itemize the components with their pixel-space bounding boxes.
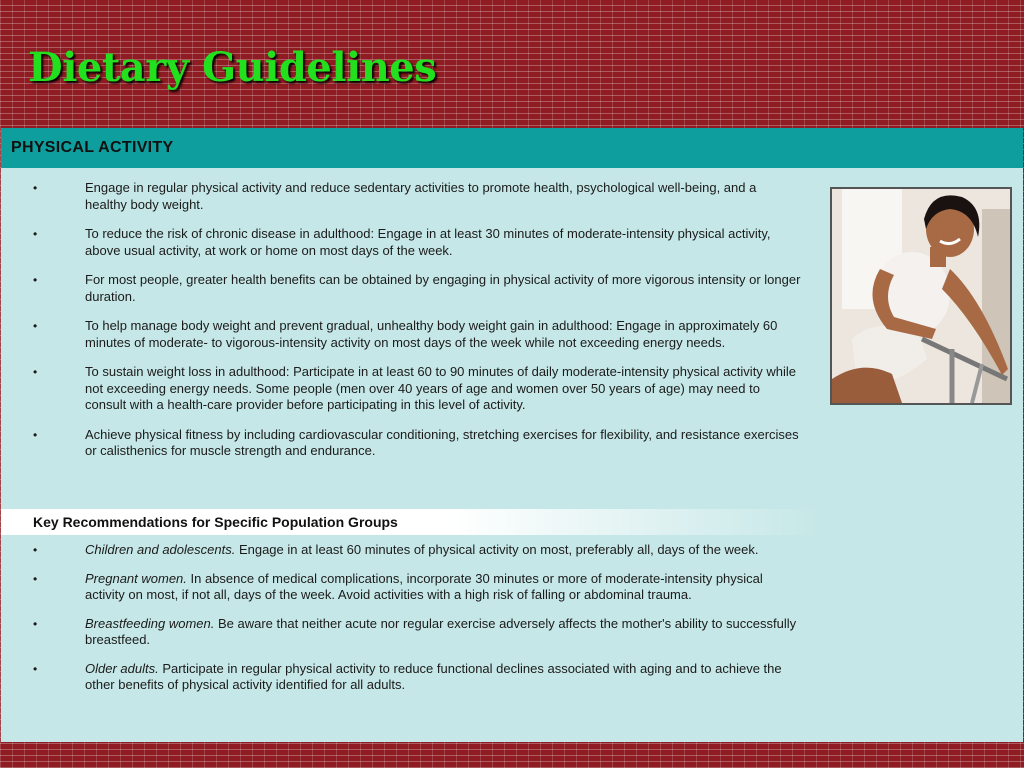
bullet-icon xyxy=(31,661,85,678)
bullet-icon xyxy=(31,180,85,197)
physical-activity-list xyxy=(31,180,801,473)
bullet-text xyxy=(85,616,801,649)
bullet-text: To reduce the risk of chronic disease in adulthood: Engage in at least 30 minutes of moderate-intensity physical activity, above usual activity, at work or home on most days of the week. xyxy=(85,226,771,258)
bullet-icon xyxy=(31,616,85,633)
population-groups-list xyxy=(31,542,801,706)
group-text: Engage in at least 60 minutes of physical activity on most, preferably all, days of the week. xyxy=(235,542,759,557)
bullet-icon xyxy=(31,226,85,243)
group-label: Pregnant women. xyxy=(85,570,187,586)
bullet-text: To help manage body weight and prevent gradual, unhealthy body weight gain in adulthood: Engage in approximately 60 minutes of moderate- to vigorous-intensity activity on most days of the week while not exceeding energy needs. xyxy=(85,318,778,350)
content-panel xyxy=(1,128,1023,742)
woman-exercising-photo xyxy=(830,187,1012,405)
group-text: In absence of medical complications, incorporate 30 minutes or more of moderate-intensity physical activity on most, if not all, days of the week. Avoid activities with a high risk of falling or abdominal trauma. xyxy=(85,570,763,602)
bullet-icon xyxy=(31,542,85,559)
bullet-text: Achieve physical fitness by including cardiovascular conditioning, stretching exercises for flexibility, and resistance exercises or calisthenics for muscle strength and endurance. xyxy=(85,426,799,458)
group-text: Be aware that neither acute nor regular exercise adversely affects the mother's ability to successfully breastfeed. xyxy=(85,615,797,647)
group-label: Breastfeeding women. xyxy=(85,615,215,631)
list-item xyxy=(31,180,801,213)
section-header: PHYSICAL ACTIVITY xyxy=(1,128,1023,168)
list-item xyxy=(31,364,801,414)
subsection-header: Key Recommendations for Specific Population Groups xyxy=(1,509,821,535)
list-item xyxy=(31,318,801,351)
slide-title: Dietary Guidelines xyxy=(28,44,437,91)
bullet-icon xyxy=(31,364,85,381)
bullet-text xyxy=(85,661,801,694)
bullet-icon xyxy=(31,272,85,289)
bullet-text xyxy=(85,542,801,559)
list-item xyxy=(31,427,801,460)
list-item xyxy=(31,616,801,649)
group-label: Older adults. xyxy=(85,660,159,676)
list-item xyxy=(31,571,801,604)
bullet-text: For most people, greater health benefits can be obtained by engaging in physical activity of more vigorous intensity or longer duration. xyxy=(85,272,801,304)
bullet-icon xyxy=(31,571,85,588)
bullet-text: To sustain weight loss in adulthood: Participate in at least 60 to 90 minutes of daily moderate-intensity physical activity while not exceeding energy needs. Some people (men over 40 years of age and women over 50 years of age) may need to consult with a health-care provider before participating in this level of activity. xyxy=(85,364,797,412)
list-item xyxy=(31,226,801,259)
woman-exercising-illustration xyxy=(832,189,1010,403)
list-item xyxy=(31,272,801,305)
group-label: Children and adolescents. xyxy=(85,542,236,557)
bullet-icon xyxy=(31,427,85,444)
bullet-text xyxy=(85,571,801,604)
list-item xyxy=(31,661,801,694)
bullet-icon xyxy=(31,318,85,335)
list-item xyxy=(31,542,801,559)
bullet-text: Engage in regular physical activity and reduce sedentary activities to promote health, psychological well-being, and a healthy body weight. xyxy=(85,180,757,212)
group-text: Participate in regular physical activity to reduce functional declines associated with aging and to achieve the other benefits of physical activity identified for all adults. xyxy=(85,660,782,692)
